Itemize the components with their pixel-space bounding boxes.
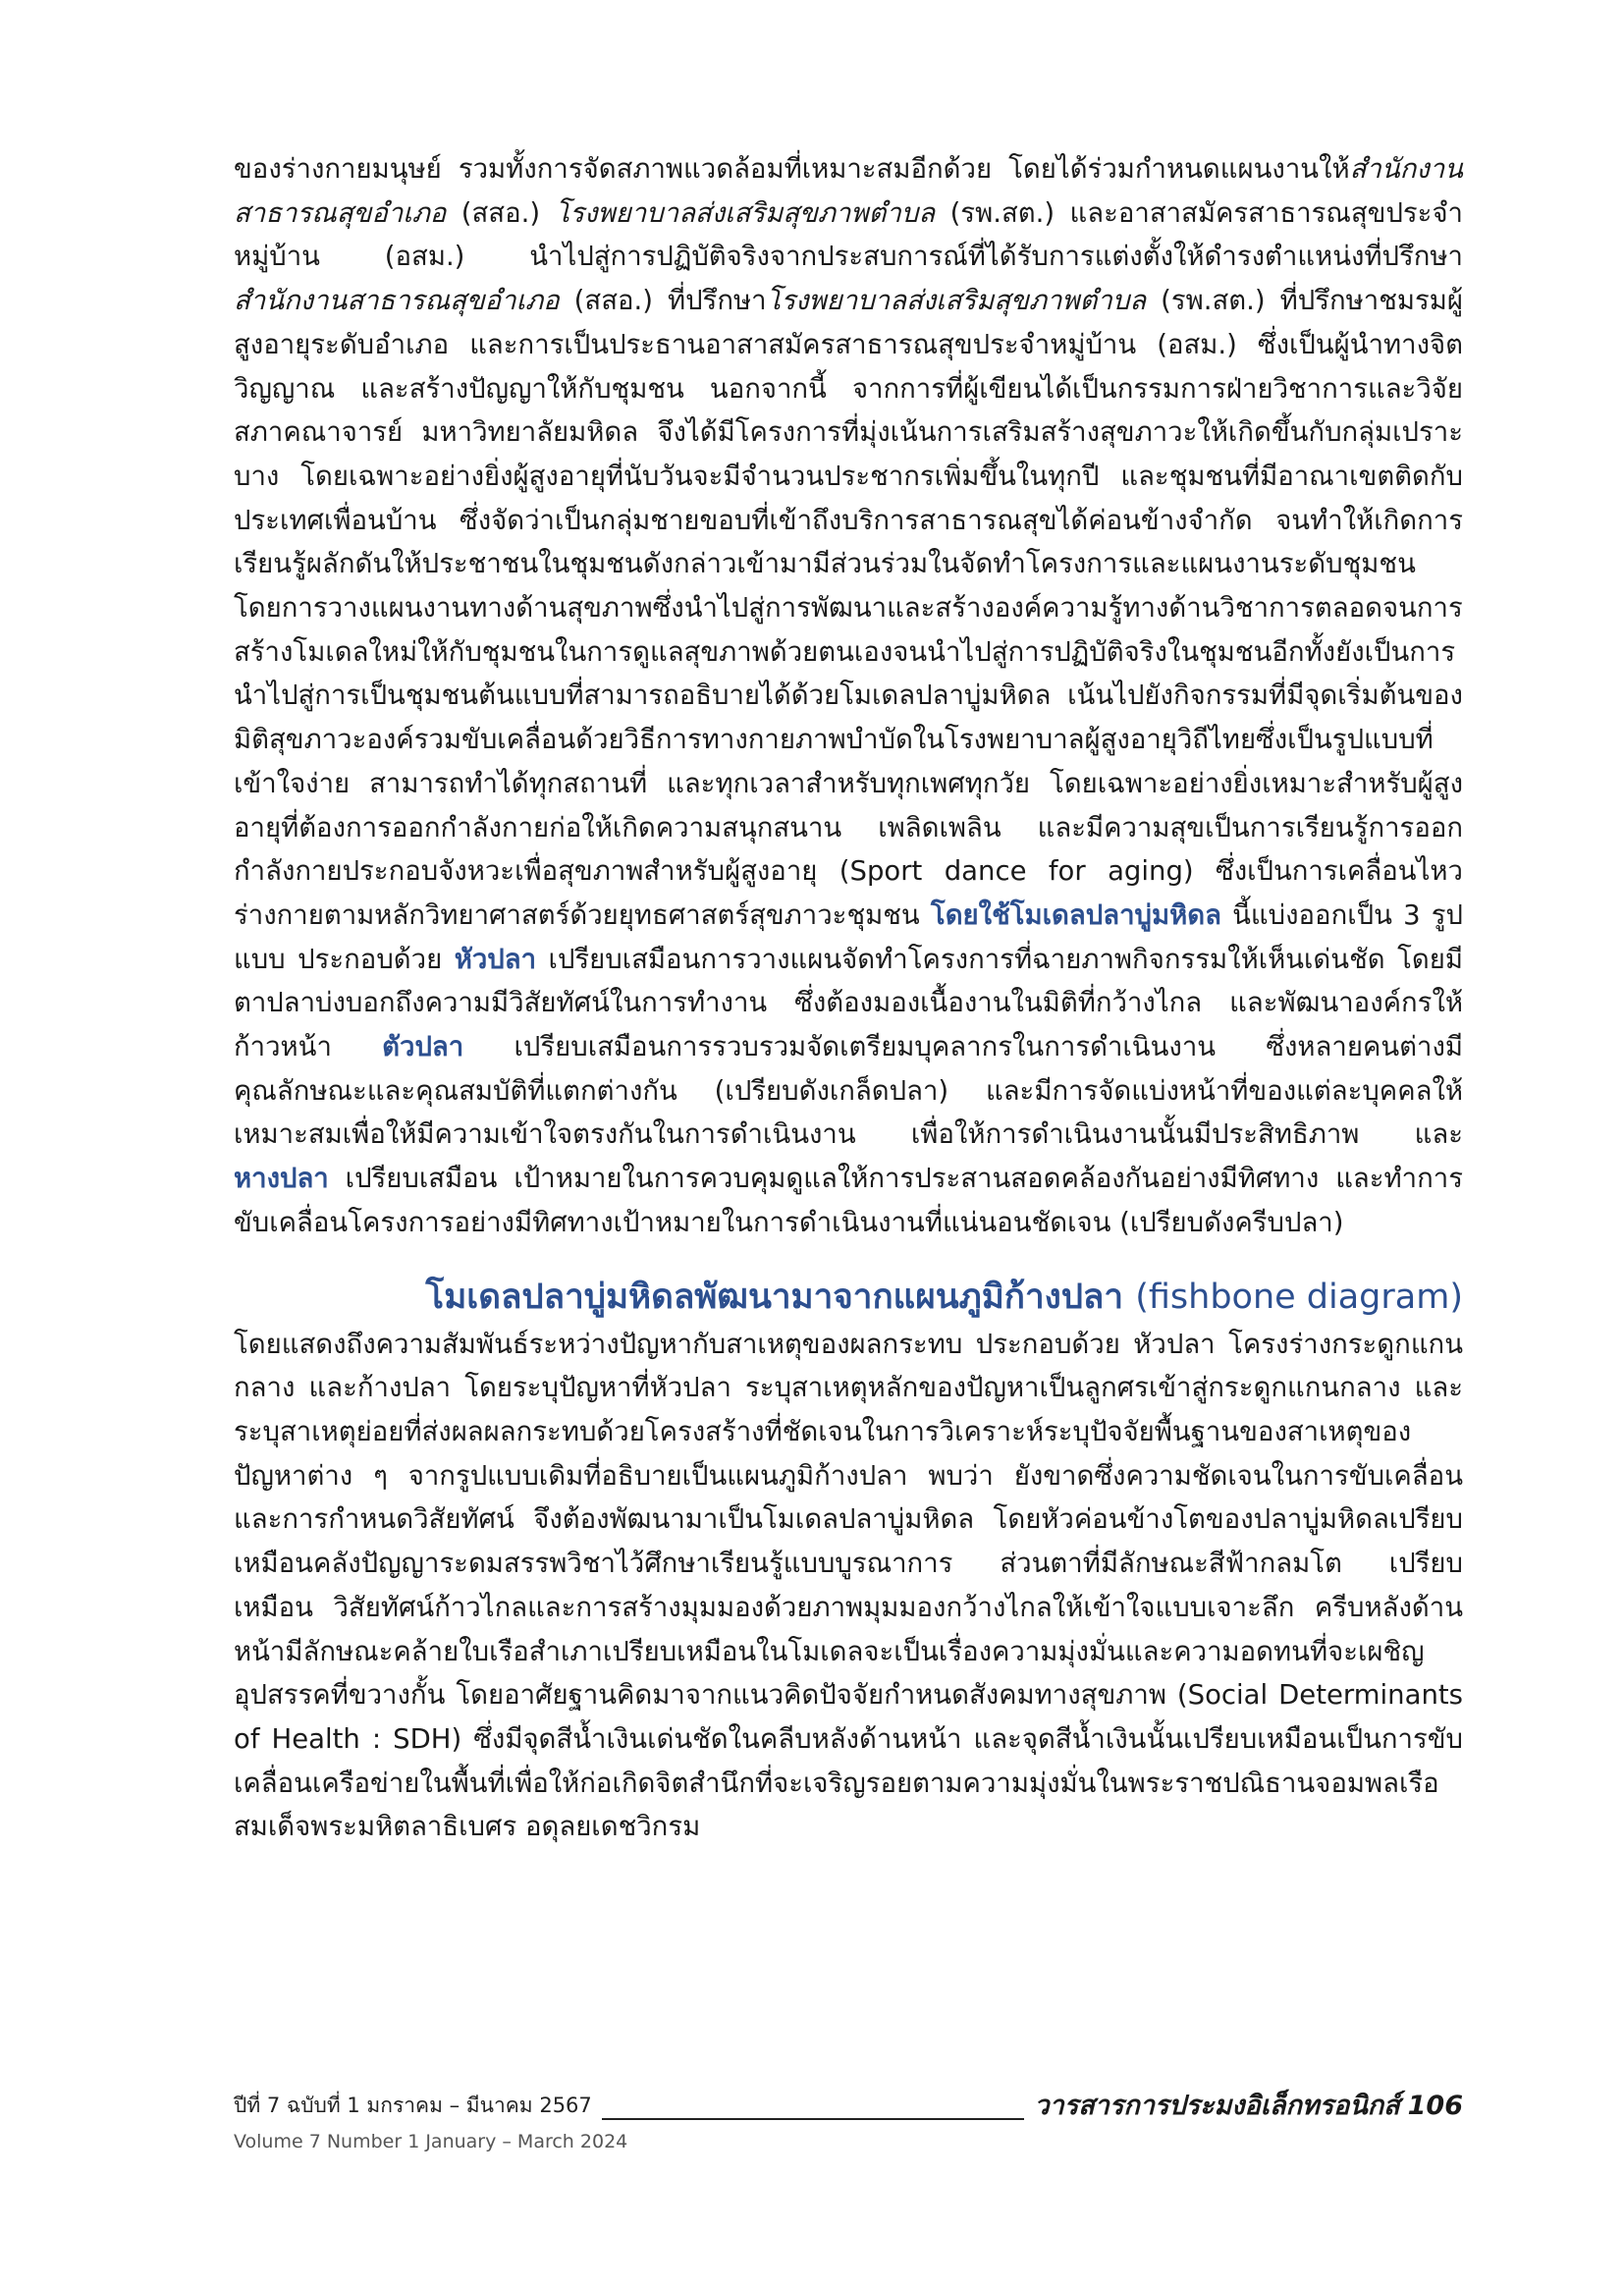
text-run: เปรียบเสมือน เป้าหมายในการควบคุมดูแลให้การประสานสอดคล้องกันอย่างมีทิศทาง และทำการขับเคลื่อนโครงการอย่างมีทิศทางเป้าหมายในการดำเนินงานที่แน่นอนชัดเจน (เปรียบดังครีบปลา) (234, 1163, 1463, 1238)
text-run: เปรียบเสมือนการวางแผนจัดทำโครงการที่ฉายภาพกิจกรรมให้เห็นเด่นชัด โดยมีตาปลาบ่งบอกถึงความมีวิสัยทัศน์ในการทำงาน ซึ่งต้องมองเนื้องานในมิติที่กว้างไกล และพัฒนาองค์กรให้ก้าวหน้า (234, 943, 1463, 1063)
text-run: ของร่างกายมนุษย์ รวมทั้งการจัดสภาพแวดล้อมที่เหมาะสมอีกด้วย โดยได้ร่วมกำหนดแผนงานให้ (234, 153, 1350, 185)
text-run: (รพ.สต.) และอาสาสมัครสาธารณสุขประจำหมู่บ้าน (อสม.) นำไปสู่การปฏิบัติจริงจากประสบการณ์ที่ได้รับการแต่งตั้งให้ดำรงตำแหน่งที่ปรึกษา (234, 196, 1463, 273)
italic-term: สำนักงานสาธารณสุขอำเภอ (234, 285, 560, 317)
text-run: (สสอ.) (446, 196, 556, 229)
heading-english: (fishbone diagram) (1135, 1277, 1463, 1317)
text-run: เปรียบเสมือนการรวบรวมจัดเตรียมบุคลากรในการดำเนินงาน ซึ่งหลายคนต่างมีคุณลักษณะและคุณสมบัติที่แตกต่างกัน (เปรียบดังเกล็ดปลา) และมีการจัดแบ่งหน้าที่ของแต่ละบุคคลให้เหมาะสมเพื่อให้มีความเข้าใจตรงกันในการดำเนินงาน เพื่อให้การดำเนินงานนั้นมีประสิทธิภาพ และ (234, 1031, 1463, 1151)
text-run: (รพ.สต.) ที่ปรึกษาชมรมผู้สูงอายุระดับอำเภอ และการเป็นประธานอาสาสมัครสาธารณสุขประจำหมู่บ้าน (อสม.) ซึ่งเป็นผู้นำทางจิตวิญญาณ และสร้างปัญญาให้กับชุมชน นอกจากนี้ จากการที่ผู้เขียนได้เป็นกรรมการฝ่ายวิชาการและวิจัย สภาคณาจารย์ มหาวิทยาลัยมหิดล จึงได้มีโครงการที่มุ่งเน้นการเสริมสร้างสุขภาวะให้เกิดขึ้นกับกลุ่มเปราะบาง โดยเฉพาะอย่างยิ่งผู้สูงอายุที่นับวันจะมีจำนวนประชากรเพิ่มขึ้นในทุกปี และชุมชนที่มีอาณาเขตติดกับประเทศเพื่อนบ้าน ซึ่งจัดว่าเป็นกลุ่มชายขอบที่เข้าถึงบริการสาธารณสุขได้ค่อนข้างจำกัด จนทำให้เกิดการเรียนรู้ผลักดันให้ประชาชนในชุมชนดังกล่าวเข้ามามีส่วนร่วมในจัดทำโครงการและแผนงานระดับชุมชน โดยการวางแผนงานทางด้านสุขภาพซึ่งนำไปสู่การพัฒนาและสร้างองค์ความรู้ทางด้านวิชาการตลอดจนการสร้างโมเดลใหม่ให้กับชุมชนในการดูแลสุขภาพด้วยตนเองจนนำไปสู่การปฏิบัติจริงในชุมชนอีกทั้งยังเป็นการนำไปสู่การเป็นชุมชนต้นแบบที่สามารถอธิบายได้ด้วยโมเดลปลาบู่มหิดล เน้นไปยังกิจกรรมที่มีจุดเริ่มต้นของมิติสุขภาวะองค์รวมขับเคลื่อนด้วยวิธีการทางกายภาพบำบัดในโรงพยาบาลผู้สูงอายุวิถีไทยซึ่งเป็นรูปแบบที่เข้าใจง่าย สามารถทำได้ทุกสถานที่ และทุกเวลาสำหรับทุกเพศทุกวัย โดยเฉพาะอย่างยิ่งเหมาะสำหรับผู้สูงอายุที่ต้องการออกกำลังกายก่อให้เกิดความสนุกสนาน เพลิดเพลิน และมีความสุขเป็นการเรียนรู้การออกกำลังกายประกอบจังหวะเพื่อสุขภาพสำหรับผู้สูงอายุ (Sport dance for aging) ซึ่งเป็นการเคลื่อนไหวร่างกายตามหลักวิทยาศาสตร์ด้วยยุทธศาสตร์สุขภาวะชุมชน (234, 285, 1464, 931)
text-run: (สสอ.) ที่ปรึกษา (559, 285, 767, 317)
footer-issue-english: Volume 7 Number 1 January – March 2024 (234, 2131, 628, 2152)
italic-term: สำนักงานสาธารณสุขอำเภอ (234, 153, 1463, 229)
footer-journal (1024, 2084, 1463, 2126)
highlight-term-tail: หางปลา (234, 1163, 329, 1195)
article-body (234, 147, 1463, 1849)
page-number: 106 (1407, 2091, 1463, 2121)
italic-term: โรงพยาบาลส่งเสริมสุขภาพตำบล (766, 285, 1147, 317)
highlight-term: โดยใช้โมเดลปลาบู่มหิดล (930, 898, 1221, 931)
italic-term: โรงพยาบาลส่งเสริมสุขภาพตำบล (555, 196, 936, 229)
highlight-term-head: หัวปลา (454, 943, 537, 975)
footer-issue-thai: ปีที่ 7 ฉบับที่ 1 มกราคม – มีนาคม 2567 (234, 2090, 602, 2122)
body-paragraph-2: โดยแสดงถึงความสัมพันธ์ระหว่างปัญหากับสาเหตุของผลกระทบ ประกอบด้วย หัวปลา โครงร่างกระดูกแกนกลาง และก้างปลา โดยระบุปัญหาที่หัวปลา ระบุสาเหตุหลักของปัญหาเป็นลูกศรเข้าสู่กระดูกแกนกลาง และระบุสาเหตุย่อยที่ส่งผลผลกระทบด้วยโครงสร้างที่ชัดเจนในการวิเคราะห์ระบุปัจจัยพื้นฐานของสาเหตุของปัญหาต่าง ๆ จากรูปแบบเดิมที่อธิบายเป็นแผนภูมิก้างปลา พบว่า ยังขาดซึ่งความชัดเจนในการขับเคลื่อนและการกำหนดวิสัยทัศน์ จึงต้องพัฒนามาเป็นโมเดลปลาบู่มหิดล โดยหัวค่อนข้างโตของปลาบู่มหิดลเปรียบเหมือนคลังปัญญาระดมสรรพวิชาไว้ศึกษาเรียนรู้แบบบูรณาการ ส่วนตาที่มีลักษณะสีฟ้ากลมโต เปรียบเหมือน วิสัยทัศน์ก้าวไกลและการสร้างมุมมองด้วยภาพมุมมองกว้างไกลให้เข้าใจแบบเจาะลึก ครีบหลังด้านหน้ามีลักษณะคล้ายใบเรือสำเภาเปรียบเหมือนในโมเดลจะเป็นเรื่องความมุ่งมั่นและความอดทนที่จะเผชิญอุปสรรคที่ขวางกั้น โดยอาศัยฐานคิดมาจากแนวคิดปัจจัยกำหนดสังคมทางสุขภาพ (Social Determinants of Health : SDH) ซึ่งมีจุดสีน้ำเงินเด่นชัดในคลีบหลังด้านหน้า และจุดสีน้ำเงินนั้นเปรียบเหมือนเป็นการขับเคลื่อนเครือข่ายในพื้นที่เพื่อให้ก่อเกิดจิตสำนึกที่จะเจริญรอยตามความมุ่งมั่นในพระราชปณิธานจอมพลเรือสมเด็จพระมหิตลาธิเบศร อดุลยเดชวิกรม (234, 1328, 1463, 1843)
text-run: นี้แบ่งออกเป็น 3 รูปแบบ ประกอบด้วย (234, 898, 1463, 975)
body-paragraph-1 (234, 147, 1463, 1245)
section-heading (234, 1274, 1463, 1321)
highlight-term-body: ตัวปลา (382, 1031, 464, 1063)
journal-name: วารสารการประมงอิเล็กทรอนิกส์ (1034, 2091, 1400, 2121)
heading-thai: โมเดลปลาบู่มหิดลพัฒนามาจากแผนภูมิก้างปลา (425, 1277, 1136, 1317)
